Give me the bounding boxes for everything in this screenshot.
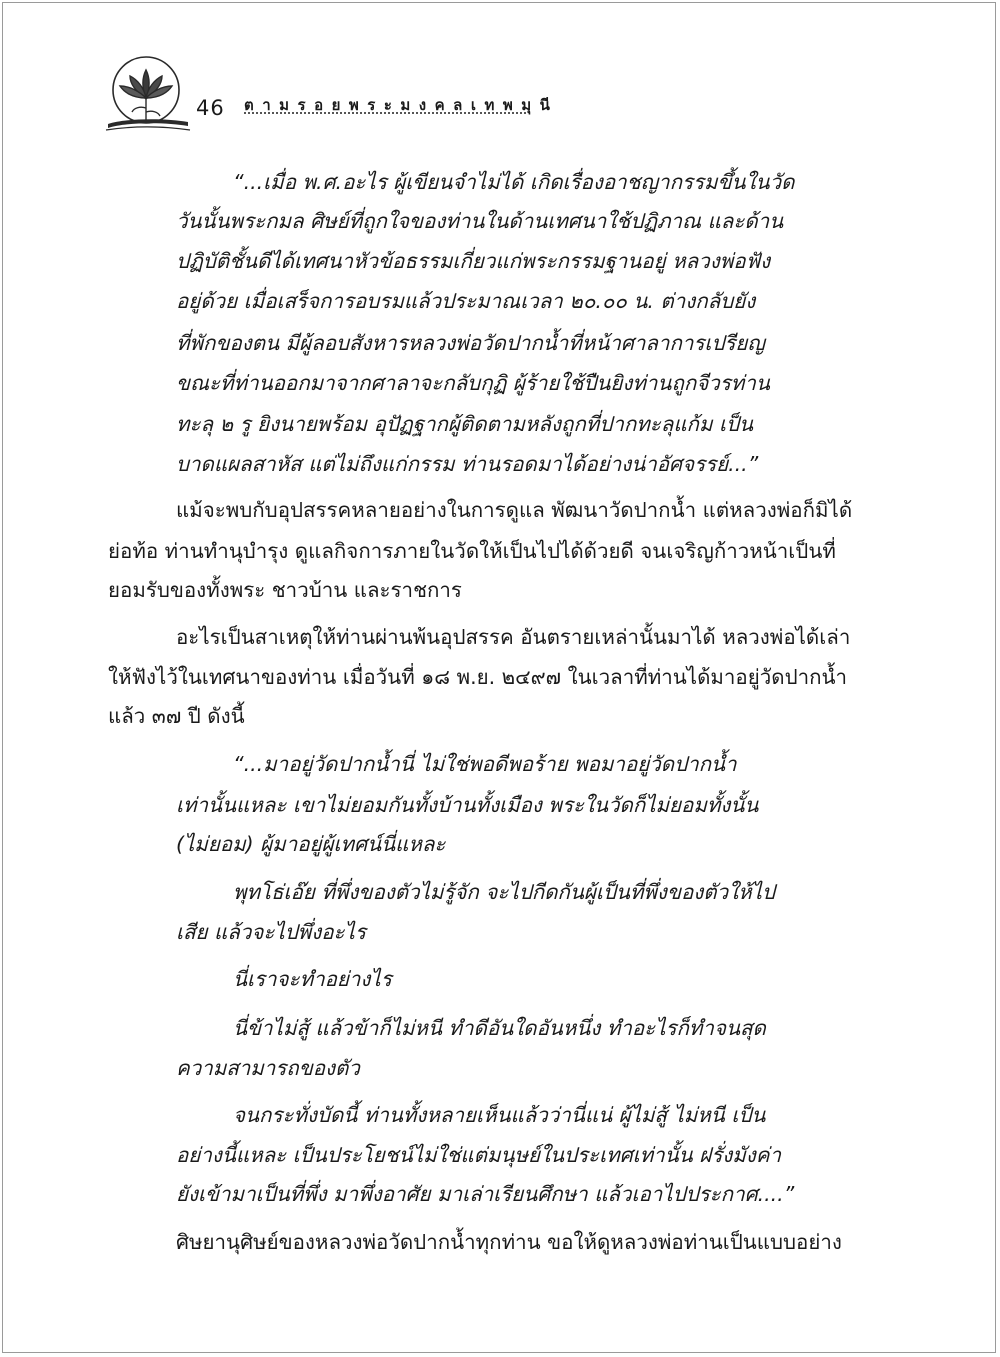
quote1-line-2: วันนั้นพระกมล ศิษย์ที่ถูกใจของท่านในด้านเทศนาใช้ปฏิภาณ และด้าน [176, 209, 784, 233]
running-title: ตามรอยพระมงคลเทพมุนี [244, 96, 559, 114]
quote2-c-line-1: นี่เราจะทำอย่างไร [233, 967, 392, 991]
quote2-a-line-2: เท่านั้นแหละ เขาไม่ยอมกันทั้งบ้านทั้งเมือง พระในวัดก็ไม่ยอมทั้งนั้น [176, 793, 759, 817]
quote2-e-line-1: จนกระทั่งบัดนี้ ท่านทั้งหลายเห็นแล้วว่านี่แน่ ผู้ไม่สู้ ไม่หนี เป็น [233, 1103, 766, 1127]
quote1-line-8: บาดแผลสาหัส แต่ไม่ถึงแก่กรรม ท่านรอดมาได้อย่างน่าอัศจรรย์...” [176, 452, 759, 476]
quote2-d-line-2: ความสามารถของตัว [176, 1056, 360, 1080]
quote2-b-line-2: เสีย แล้วจะไปพึ่งอะไร [176, 920, 366, 944]
quote2-a-line-1: “...มาอยู่วัดปากน้ำนี่ ไม่ใช่พอดีพอร้าย พอมาอยู่วัดปากน้ำ [233, 752, 737, 776]
lotus-on-globe-icon [102, 48, 192, 136]
paragraph1-line-2: ย่อท้อ ท่านทำนุบำรุง ดูแลกิจการภายในวัดให้เป็นไปได้ด้วยดี จนเจริญก้าวหน้าเป็นที่ [108, 539, 836, 563]
paragraph1-line-1: แม้จะพบกับอุปสรรคหลายอย่างในการดูแล พัฒนาวัดปากน้ำ แต่หลวงพ่อก็มิได้ [176, 498, 853, 522]
quote2-e-line-2: อย่างนี้แหละ เป็นประโยชน์ไม่ใช่แต่มนุษย์ในประเทศเท่านั้น ฝรั่งมังค่า [176, 1143, 781, 1167]
paragraph2-line-2: ให้ฟังไว้ในเทศนาของท่าน เมื่อวันที่ ๑๘ พ.ย. ๒๔๙๗ ในเวลาที่ท่านได้มาอยู่วัดปากน้ำ [108, 665, 848, 689]
quote2-b-line-1: พุทโธ่เอ๊ย ที่พึ่งของตัวไม่รู้จัก จะไปกีดกันผู้เป็นที่พึ่งของตัวให้ไป [233, 880, 775, 904]
quote2-a-line-3: (ไม่ยอม) ผู้มาอยู่ผู้เทศน์นี่แหละ [176, 832, 446, 856]
quote1-line-5: ที่พักของตน มีผู้ลอบสังหารหลวงพ่อวัดปากน้ำที่หน้าศาลาการเปรียญ [176, 331, 765, 355]
quote1-line-4: อยู่ด้วย เมื่อเสร็จการอบรมแล้วประมาณเวลา ๒๐.๐๐ น. ต่างกลับยัง [176, 289, 756, 313]
quote1-line-1: “...เมื่อ พ.ศ.อะไร ผู้เขียนจำไม่ได้ เกิดเรื่องอาชญากรรมขึ้นในวัด [233, 170, 795, 194]
title-dotted-underline [244, 112, 526, 116]
paragraph2-line-3: แล้ว ๓๗ ปี ดังนี้ [108, 704, 245, 728]
quote2-e-line-3: ยังเข้ามาเป็นที่พึ่ง มาพึ่งอาศัย มาเล่าเรียนศึกษา แล้วเอาไปประกาศ....” [176, 1182, 795, 1206]
paragraph3-line-1: ศิษยานุศิษย์ของหลวงพ่อวัดปากน้ำทุกท่าน ขอให้ดูหลวงพ่อท่านเป็นแบบอย่าง [176, 1230, 842, 1254]
paragraph2-line-1: อะไรเป็นสาเหตุให้ท่านผ่านพ้นอุปสรรค อันตรายเหล่านั้นมาได้ หลวงพ่อได้เล่า [176, 625, 851, 649]
paragraph1-line-3: ยอมรับของทั้งพระ ชาวบ้าน และราชการ [108, 578, 462, 602]
quote2-d-line-1: นี่ข้าไม่สู้ แล้วข้าก็ไม่หนี ทำดีอันใดอันหนึ่ง ทำอะไรก็ทำจนสุด [233, 1016, 766, 1040]
quote1-line-3: ปฏิบัติชั้นดีได้เทศนาหัวข้อธรรมเกี่ยวแก่พระกรรมฐานอยู่ หลวงพ่อฟัง [176, 249, 771, 273]
quote1-line-6: ขณะที่ท่านออกมาจากศาลาจะกลับกุฏิ ผู้ร้ายใช้ปืนยิงท่านถูกจีวรท่าน [176, 371, 770, 395]
page-number: 46 [196, 96, 225, 120]
quote1-line-7: ทะลุ ๒ รู ยิงนายพร้อม อุปัฏฐากผู้ติดตามหลังถูกที่ปากทะลุแก้ม เป็น [176, 412, 754, 436]
